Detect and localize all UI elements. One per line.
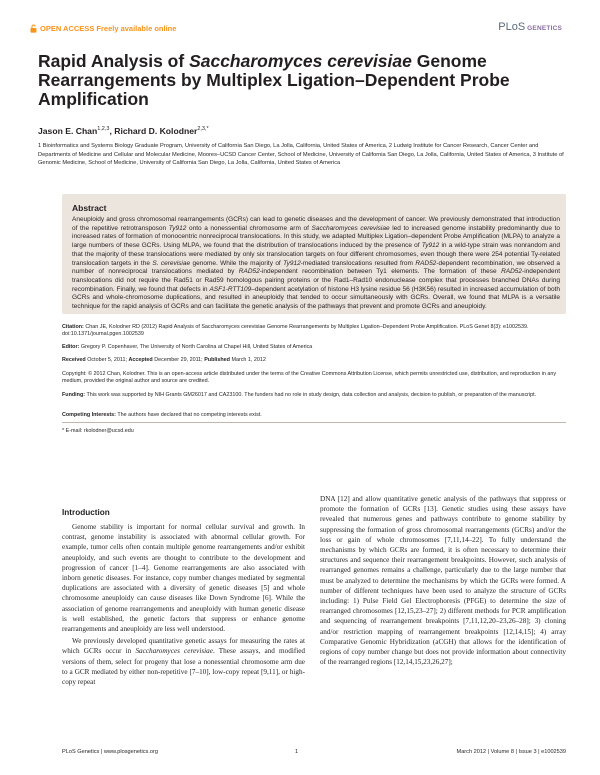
journal-name: GENETICS [527, 25, 562, 32]
open-access-lock-icon [30, 24, 37, 33]
citation [62, 324, 566, 338]
open-access-label: OPEN ACCESS Freely available online [40, 24, 177, 33]
page-footer [62, 749, 566, 757]
footer-journal[interactable]: PLoS Genetics | www.plosgenetics.org [62, 749, 158, 755]
accepted-label: Accepted [128, 357, 153, 363]
plos-wordmark: PLoS [498, 21, 526, 33]
funding [62, 392, 566, 399]
intro-paragraph-1: Genome stability is important for normal cellular survival and growth. In contrast, genome instability is associated with abnormal cellular growth. For example, tumor cells often contain multiple genome rearrangements and/or exhibit aneuploidy, and such events are thought to contribute to the development and progression of cancer [1–4]. Genome rearrangements are also associated with inborn genetic diseases. For instance, copy number changes mediated by segmental duplications are associated with a diversity of genetic diseases [5] and whole chromosome aneuploidy can cause diseases like Down Syndrome [6]. While the association of genome rearrangements and aneuploidy with human genetic disease is well established, the genetic factors that suppress or enhance genome rearrangements and aneuploidy are less well understood. [62, 523, 305, 634]
affiliations: 1 Bioinformatics and Systems Biology Graduate Program, University of California San Diego, La Jolla, California, United States of America, 2 Ludwig Institute for Cancer Research, Cancer Center and Departments of Medicine and Cellular and Molecular Medicine, Moores–UCSD Cancer Center, School of Medicine, University of California San Diego, La Jolla, California, United States of America, 3 Institute of Genomic Medicine, School of Medicine, University of California San Diego, La Jolla, California, United States of America [38, 143, 564, 166]
accepted-date: December 29, 2011; [154, 357, 203, 363]
funding-label: Funding: [62, 392, 86, 398]
dates [62, 357, 566, 364]
received-date: October 5, 2011; [87, 357, 127, 363]
competing-interests [62, 412, 566, 419]
author-2: Richard D. Kolodner$^{2,3,*}$ [114, 126, 209, 136]
citation-label: Citation: [62, 324, 84, 330]
intro-right-column: DNA [12] and allow quantitative genetic analysis of the pathways that suppress or promote the formation of GCRs [13]. Genetic studies using these assays have revealed that numerous genes and pathways contribute to genome stability by suppressing the formation of gross chromosomal rearrangements (GCRs) and/or the loss or gain of whole chromosomes [7,11,14–22]. To fully understand the mechanisms by which GCRs are formed, it is often necessary to determine their structures and sequence their rearrangement breakpoints. However, such analysis of rearranged genomes remains a challenge, particularly due to the large number that must be analyzed to determine the mechanisms by which the GCRs were formed. A number of different techniques have been used to analyze the structure of GCRs including: 1) Pulse Field Gel Electrophoresis (PFGE) to determine the size of rearranged chromosomes [12,15,23–27]; 2) different methods for PCR amplification and sequencing of rearrangement breakpoints [7,11,12,20–23,26–28]; 3) cloning and/or restriction mapping of rearrangement breakpoints [12,14,15]; 4) array Comparative Genomic Hybridization (aCGH) that allows for the identification of regions of copy number change but does not provide information about connectivity of the rearranged regions [12,14,15,23,26,27]; [320, 495, 566, 667]
abstract-text: Aneuploidy and gross chromosomal rearrangements (GCRs) can lead to genetic diseases and the development of cancer. We previously demonstrated that introduction of the repetitive retrotransposon Ty912 onto a nonessential chromosome arm of Saccharomyces cerevisiae led to increased genome instability predominantly due to increased rates of formation of monocentric nonreciprocal translocations. In this study, we adapted Multiplex Ligation–dependent Probe Amplification (MLPA) to analyze a large numbers of these GCRs. Using MLPA, we found that the distribution of translocations induced by the presence of Ty912 in a wild-type strain was nonrandom and that the majority of these translocations were mediated by only six translocation targets on four different chromosomes, even though there were 254 potential Ty-related translocation targets in the S. cerevisiae genome. While the majority of Ty912-mediated translocations resulted from RAD52-dependent recombination, we observed a number of nonreciprocal translocations mediated by RAD52-independent recombination between Ty1 elements. The formation of these RAD52-independent translocations did not require the Rad51 or Rad59 homologous pairing proteins or the Rad1–Rad10 endonuclease complex that processes branched DNAs during recombination. Finally, we found that defects in ASF1-RTT109–dependent acetylation of histone H3 lysine residue 56 (H3K56) resulted in increased accumulation of both GCRs and whole-chromosome duplications, and resulted in aneuploidy that tended to occur simultaneously with GCRs. Overall, we found that MLPA is a versatile technique for the rapid analysis of GCRs and can facilitate the genetic analysis of the pathways that prevent and promote GCRs and aneuploidy. [72, 216, 560, 311]
meta-divider [62, 422, 566, 423]
published-label: Published [204, 357, 230, 363]
page-number: 1 [295, 749, 299, 755]
page-header [30, 21, 562, 38]
open-access-badge [30, 24, 176, 33]
editor-label: Editor: [62, 344, 80, 350]
email[interactable]: * E-mail: rkolodner@ucsd.edu [62, 428, 134, 434]
funding-text: This work was supported by NIH Grants GM26017 and CA23100. The funders had no role in study design, data collection and analysis, decision to publish, or preparation of the manuscript. [86, 392, 537, 398]
received-label: Received [62, 357, 86, 363]
published-date: March 1, 2012 [231, 357, 266, 363]
footer-issue: March 2012 | Volume 8 | Issue 3 | e1002539 [456, 749, 566, 755]
editor-text: Gregory P. Copenhaver, The University of North Carolina at Chapel Hill, United States of America [80, 344, 313, 350]
abstract-heading: Abstract [72, 203, 107, 213]
intro-paragraph-2: We previously developed quantitative genetic assays for measuring the rates at which GCRs occur in Saccharomyces cerevisiae. These assays, and modified versions of them, select for progeny that lose a nonessential chromosome arm due to a GCR mediated by either non-repetitive [7–10], low-copy repeat [9,11], or high-copy repeat [62, 637, 305, 687]
intro-left-column [62, 522, 305, 687]
citation-text: Chan JE, Kolodner RD (2012) Rapid Analysis of Saccharomyces cerevisiae Genome Rearrangements by Multiplex Ligation–Dependent Probe Amplification. PLoS Genet 8(3): e1002539. doi:10.1371/journal.pgen.1002539 [62, 324, 529, 338]
introduction-heading: Introduction [62, 508, 110, 517]
article-title: Rapid Analysis of Saccharomyces cerevisiae Genome Rearrangements by Multiplex Ligation–Dependent Probe Amplification [38, 51, 510, 109]
competing-label: Competing Interests: [62, 412, 116, 418]
author-list [38, 126, 209, 136]
journal-logo [498, 21, 562, 33]
editor [62, 344, 566, 351]
author-1: Jason E. Chan$^{1,2,3}$, [38, 126, 115, 136]
copyright: Copyright: © 2012 Chan, Kolodner. This is an open-access article distributed under the terms of the Creative Commons Attribution License, which permits unrestricted use, distribution, and reproduction in any medium, provided the original author and source are credited. [62, 371, 557, 385]
competing-text: The authors have declared that no competing interests exist. [117, 412, 262, 418]
